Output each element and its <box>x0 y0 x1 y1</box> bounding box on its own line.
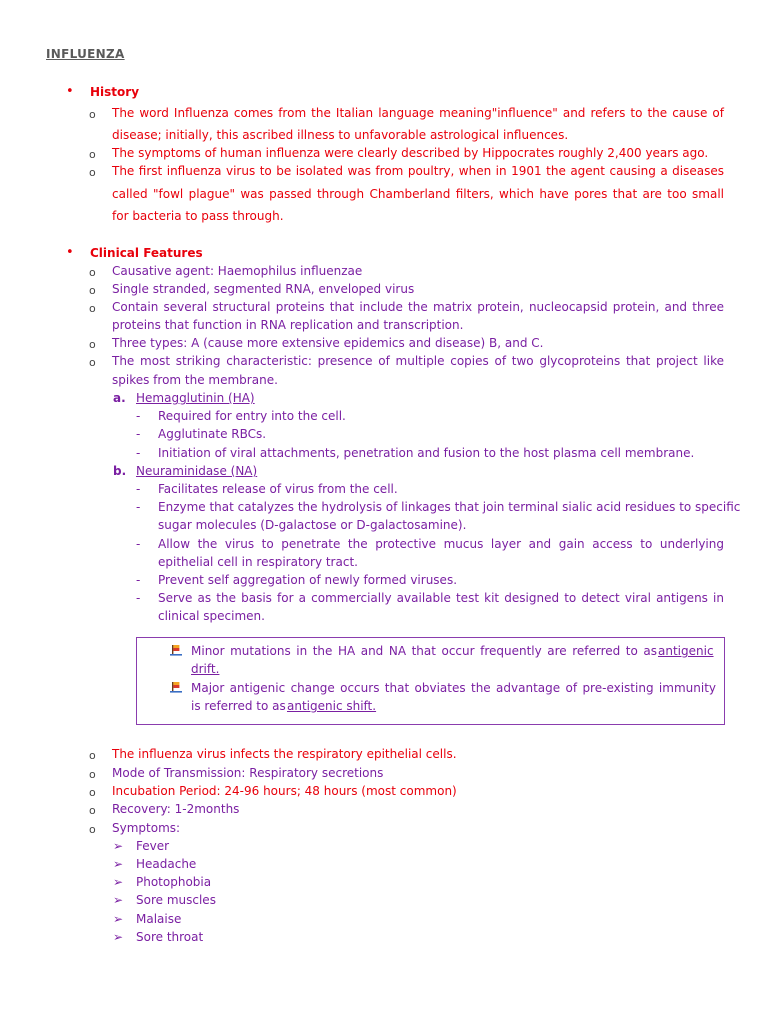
dash-marker: - <box>136 500 141 514</box>
list-marker: o <box>89 356 96 369</box>
list-marker: o <box>89 804 96 817</box>
arrow-bullet-icon: ➢ <box>113 893 124 907</box>
list-marker: o <box>89 749 96 762</box>
na-point-4: Prevent self aggregation of newly formed viruses. <box>158 573 458 587</box>
na-point-5-line-2: clinical specimen. <box>158 609 265 623</box>
clinical-item-1: Causative agent: Haemophilus influenzae <box>112 264 363 278</box>
list-marker: o <box>89 302 96 315</box>
ha-letter: a. <box>113 391 126 405</box>
clinical-heading: Clinical Features <box>90 246 203 260</box>
na-point-3-line-2: epithelial cell in respiratory tract. <box>158 555 358 569</box>
list-marker: o <box>89 166 96 179</box>
ha-label: Hemagglutinin (HA) <box>136 391 255 405</box>
history-item-1-line-2: disease; initially, this ascribed illness to unfavorable astrological influences. <box>112 128 569 142</box>
clinical-item-3-line-2: proteins that function in RNA replication and transcription. <box>112 318 464 332</box>
dash-marker: - <box>136 482 141 496</box>
dash-marker: - <box>136 427 141 441</box>
dash-marker: - <box>136 409 141 423</box>
antigenic-shift-term: antigenic shift. <box>287 699 377 713</box>
arrow-bullet-icon: ➢ <box>113 930 124 944</box>
dash-marker: - <box>136 591 141 605</box>
flag-bullet-icon <box>170 644 182 656</box>
na-letter: b. <box>113 464 127 478</box>
arrow-bullet-icon: ➢ <box>113 839 124 853</box>
dash-marker: - <box>136 573 141 587</box>
arrow-bullet-icon: ➢ <box>113 875 124 889</box>
antigenic-drift-term-a: antigenic <box>658 644 714 658</box>
symptom-item: Sore muscles <box>136 893 216 907</box>
na-point-3-line-1: Allow the virus to penetrate the protective mucus layer and gain access to underlying <box>158 537 724 551</box>
clinical-item-5-line-1: The most striking characteristic: presence of multiple copies of two glycoproteins that project like <box>112 354 724 368</box>
na-point-2-line-2: sugar molecules (D-galactose or D-galactosamine). <box>158 518 467 532</box>
clinical-item-2: Single stranded, segmented RNA, enveloped virus <box>112 282 415 296</box>
na-point-2-line-1: Enzyme that catalyzes the hydrolysis of linkages that join terminal sialic acid residues to specific <box>158 500 741 514</box>
clinical-more-4: Recovery: 1-2months <box>112 802 240 816</box>
history-item-3-line-3: for bacteria to pass through. <box>112 209 284 223</box>
symptom-item: Headache <box>136 857 197 871</box>
clinical-more-3: Incubation Period: 24-96 hours; 48 hours (most common) <box>112 784 457 798</box>
na-label: Neuraminidase (NA) <box>136 464 258 478</box>
history-item-3-line-2: called "fowl plague" was passed through Chamberland filters, which have pores that are too small <box>112 187 724 201</box>
list-marker: o <box>89 284 96 297</box>
history-heading: History <box>90 85 140 99</box>
clinical-item-5-line-2: spikes from the membrane. <box>112 373 278 387</box>
list-marker: o <box>89 768 96 781</box>
section-bullet: • <box>66 84 74 99</box>
history-item-3-line-1: The first influenza virus to be isolated was from poultry, when in 1901 the agent causing a diseases <box>112 164 724 178</box>
dash-marker: - <box>136 537 141 551</box>
list-marker: o <box>89 108 96 121</box>
symptoms-heading: Symptoms: <box>112 821 181 835</box>
symptom-item: Malaise <box>136 912 182 926</box>
list-marker: o <box>89 266 96 279</box>
antigenic-drift-term-b: drift. <box>191 662 220 676</box>
symptom-item: Sore throat <box>136 930 204 944</box>
list-marker: o <box>89 148 96 161</box>
ha-point-1: Required for entry into the cell. <box>158 409 346 423</box>
symptom-item: Photophobia <box>136 875 212 889</box>
clinical-more-1: The influenza virus infects the respiratory epithelial cells. <box>112 747 457 761</box>
symptom-item: Fever <box>136 839 170 853</box>
clinical-item-4: Three types: A (cause more extensive epidemics and disease) B, and C. <box>112 336 544 350</box>
history-item-2-line-1: The symptoms of human influenza were clearly described by Hippocrates roughly 2,400 years ago. <box>112 146 709 160</box>
list-marker: o <box>89 338 96 351</box>
arrow-bullet-icon: ➢ <box>113 857 124 871</box>
na-point-1: Facilitates release of virus from the cell. <box>158 482 398 496</box>
flag-bullet-icon <box>170 681 182 693</box>
history-item-1-line-1: The word Influenza comes from the Italian language meaning"influence" and refers to the cause of <box>112 106 724 120</box>
dash-marker: - <box>136 446 141 460</box>
box-item-2-line-1: Major antigenic change occurs that obviates the advantage of pre-existing immunity <box>191 681 716 695</box>
section-bullet: • <box>66 245 74 260</box>
document-title: INFLUENZA <box>46 47 125 61</box>
na-point-5-line-1: Serve as the basis for a commercially available test kit designed to detect viral antigens in <box>158 591 724 605</box>
box-item-2-line-2: is referred to as <box>191 699 286 713</box>
list-marker: o <box>89 786 96 799</box>
ha-point-2: Agglutinate RBCs. <box>158 427 267 441</box>
list-marker: o <box>89 823 96 836</box>
box-item-1-line-1: Minor mutations in the HA and NA that occur frequently are referred to as <box>191 644 657 658</box>
ha-point-3: Initiation of viral attachments, penetration and fusion to the host plasma cell membrane. <box>158 446 695 460</box>
arrow-bullet-icon: ➢ <box>113 912 124 926</box>
clinical-item-3-line-1: Contain several structural proteins that include the matrix protein, nucleocapsid protein, and three <box>112 300 724 314</box>
clinical-more-2: Mode of Transmission: Respiratory secretions <box>112 766 384 780</box>
